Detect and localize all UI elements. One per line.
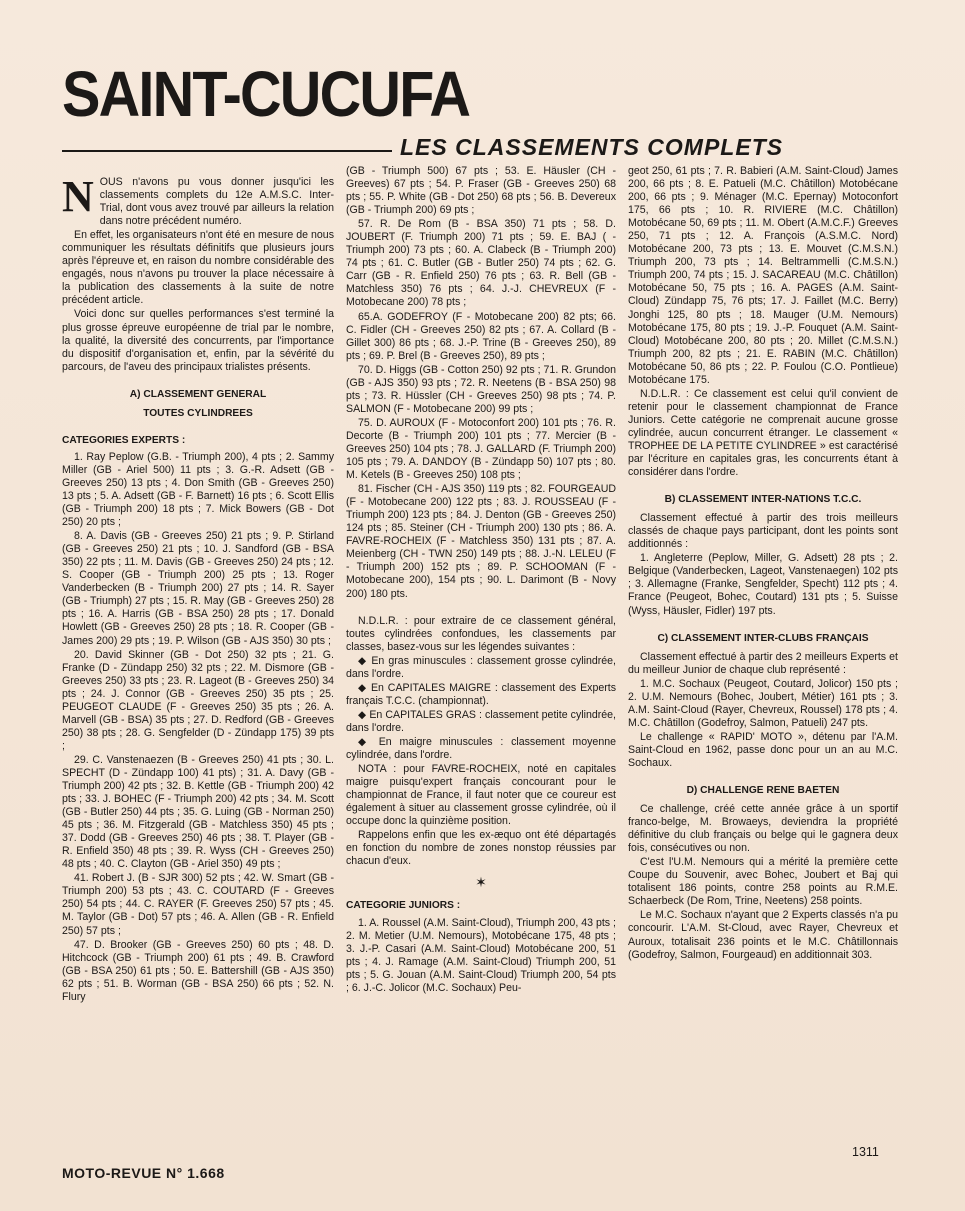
category-experts-heading: CATEGORIES EXPERTS : [62,434,186,446]
magazine-footer: MOTO-REVUE N° 1.668 [62,1165,225,1181]
column-2 [346,165,616,996]
intro-paragraph: OUS n'avons pu vous donner jusqu'ici les classements complets du 12e A.M.S.C. Inter-Trial, dont vous avez trouvé par ailleurs la relation dans notre précédent numéro. [99,176,334,228]
results-paragraph: 29. C. Vanstenaezen (B - Greeves 250) 41 pts ; 30. L. SPECHT (D - Zündapp 100) 41 pts) ; 31. A. Davy (GB - Triumph 200) 42 pts ; 32. B. Kettle (GB - Triumph 200) 42 pts ; 33. J. BOHEC (F - Triumph 200) 42 pts ; 34. M. Scott (GB - Butler 250) 44 pts ; 35. G. Luing (GB - Norman 250) 45 pts ; 36. M. Fitzgerald (GB - Matchless 350) 45 pts ; 37. Dodd (GB - Greeves 250) 46 pts ; 38. T. Player (GB - R. Enfield 350) 48 pts ; 39. R. Wyss (CH - Greeves 250) 48 pts ; 40. C. Clayton (GB - Ariel 350) 49 pts ; [62,753,334,871]
nota-paragraph: NOTA : pour FAVRE-ROCHEIX, noté en capitales maigre puisqu'expert français concourant pour le championnat de France, il faut noter que ce coureur est également à situer au classement grosse cylindrée, où il occupe donc la quinzième position. [346,763,616,828]
title-rule [62,150,392,152]
body-paragraph: Le M.C. Sochaux n'ayant que 2 Experts classés n'a pu concourir. L'A.M. St-Cloud, avec Rayer, Chevreux et Auroux, totalisait 236 points et le M.C. Châtillonnais (Godefroy, Salmon, Fourgeaud) en additionnait 303. [628,909,898,961]
section-heading-a: A) CLASSEMENT GENERAL [129,388,267,400]
editor-note: N.D.L.R. : pour extraire de ce classement général, toutes cylindrées confondues, les classements par classes, basez-vous sur les légendes suivantes : [346,614,616,653]
section-heading-b: B) CLASSEMENT INTER-NATIONS T.C.C. [664,494,862,506]
section-heading-c: C) CLASSEMENT INTER-CLUBS FRANÇAIS [657,632,869,644]
category-juniors-heading: CATEGORIE JUNIORS : [346,900,461,912]
results-paragraph: (GB - Triumph 500) 67 pts ; 53. E. Häusler (CH - Greeves) 67 pts ; 54. P. Fraser (GB - Greeves 250) 68 pts ; 55. P. White (GB - Dot 250) 68 pts ; 56. B. Devereux (GB - Triumph 200) 69 pts ; [346,165,616,217]
results-paragraph: 20. David Skinner (GB - Dot 250) 32 pts ; 21. G. Franke (D - Zündapp 250) 32 pts ; 22. M. Dismore (GB - Greeves 250) 33 pts ; 23. R. Lageot (B - Greeves 250) 34 pts ; 24. J. Connor (GB - Greeves 250) 35 pts ; 25. PEUGEOT CLAUDE (F - Greeves 250) 35 pts ; 26. A. Marvell (GB - BSA) 35 pts ; 27. D. Redford (GB - Greeves 250) 38 pts ; 28. G. Sengfelder (D - Zündapp 175) 39 pts ; [62,648,334,752]
column-1 [62,172,334,1005]
legend-item: ◆ En maigre minuscules : classement moyenne cylindrée, dans l'ordre. [346,735,616,762]
results-paragraph: 57. R. De Rom (B - BSA 350) 71 pts ; 58. D. JOUBERT (F. Triumph 200) 71 pts ; 59. E. BAJ ( - Triumph 200) 73 pts ; 60. A. Clabeck (B - Triumph 200) 74 pts ; 61. C. Butler (GB - Butler 250) 74 pts ; 62. G. Carr (GB - R. Enfield 250) 76 pts ; 63. R. Bell (GB - Matchless 350) 76 pts ; 64. J.-J. CHEVREUX (F - Motobecane 200) 78 pts ; [346,218,616,309]
editor-note: N.D.L.R. : Ce classement est celui qu'il convient de retenir pour le classement championnat de France Juniors. Cette catégorie ne comprenait aucune grosse cylindrée, aucun concurrent étranger. Le classement « TROPHEE DE LA PETITE CYLINDREE » est caractérisé par l'écriture en capitales gras, les concurrents étant à considérer dans l'ordre. [628,387,898,479]
results-paragraph: 41. Robert J. (B - SJR 300) 52 pts ; 42. W. Smart (GB - Triumph 200) 53 pts ; 43. C. COUTARD (F - Greeves 250) 54 pts ; 44. C. RAYER (F. Greeves 250) 57 pts ; 45. M. Taylor (GB - Dot) 57 pts ; 46. A. Allen (GB - R. Enfield 250) 57 pts ; [62,872,334,937]
section-heading-d: D) CHALLENGE RENE BAETEN [686,785,840,797]
results-paragraph: 1. Ray Peplow (G.B. - Triumph 200), 4 pts ; 2. Sammy Miller (GB - Ariel 500) 11 pts ; 3. G.-R. Adsett (GB - Greeves 250) 13 pts ; 4. Don Smith (GB - Greeves 250) 13 pts ; 5. A. Adsett (GB - F. Barnett) 16 pts ; 6. Scott Ellis (GB - Triumph 200) 18 pts ; 7. Mick Bowers (GB - Dot 250) 20 pts ; [62,450,334,529]
results-paragraph: 1. M.C. Sochaux (Peugeot, Coutard, Jolicor) 150 pts ; 2. U.M. Nemours (Bohec, Joubert, Métier) 161 pts ; 3. A.M. Saint-Cloud (Rayer, Chevreux, Roussel) 178 pts ; 4. M.C. Châtillon (Godefroy, Salmon, Patueli) 247 pts. [628,677,898,729]
body-paragraph: Classement effectué à partir des 2 meilleurs Experts et du meilleur Junior de chaque club représenté : [628,650,898,676]
results-paragraph: geot 250, 61 pts ; 7. R. Babieri (A.M. Saint-Cloud) James 200, 66 pts ; 8. E. Patueli (M.C. Châtillon) Motobécane 200, 66 pts ; 9. Ménager (M.C. Epernay) Motoconfort 175, 66 pts ; 10. R. RIVIERE (M.C. Châtillon) Motobécane 50, 69 pts ; 11. M. Obert (A.M.C.F.) Greeves 250, 71 pts ; 12. A. François (A.S.M.C. Nord) Motobécane 200, 73 pts ; 13. E. Mouvet (C.M.S.N.) Triumph 200, 73 pts ; 14. Beltrammelli (C.M.S.N.) Triumph 200, 74 pts ; 15. J. SACAREAU (M.C. Châtillon) Motobécane 50, 75 pts ; 16. A. PAGES (A.M. Saint-Cloud) Zündapp 75, 76 pts; 17. J. Faillet (M.C. Berry) Jonghi 125, 80 pts ; 18. Mauger (U.M. Nemours) Motobécane 175, 80 pts ; 19. J.-P. Fouquet (A.M. Saint-Cloud) Motobécane 200, 80 pts ; 20. Millet (C.M.S.N.) Triumph 200, 82 pts ; 21. E. RABIN (M.C. Châtillon) Motobécane 50, 86 pts ; 22. P. Foulou (C.O. Pontlieue) Motobécane 175. [628,165,898,386]
page-number: 1311 [852,1145,879,1159]
legend-item: ◆ En CAPITALES GRAS : classement petite cylindrée, dans l'ordre. [346,708,616,734]
body-paragraph: C'est l'U.M. Nemours qui a mérité la première cette Coupe du Souvenir, avec Bohec, Joubert et Baj qui totalisent 186 points, contre 258 points au R.M.E. Schaerbeck (De Rom, Trine, Neetens) 258 points. [628,856,898,908]
article-subtitle: LES CLASSEMENTS COMPLETS [400,134,784,160]
results-paragraph: 1. Angleterre (Peplow, Miller, G. Adsett) 28 pts ; 2. Belgique (Vanderbecken, Lageot, Vanstenaegen) 102 pts ; 3. Allemagne (Franke, Sengfelder, Specht) 112 pts ; 4. France (Peugeot, Bohec, Coutard) 131 pts ; 5. Suisse (Wyss, Häusler, Fidler) 197 pts. [628,552,898,617]
results-paragraph: 70. D. Higgs (GB - Cotton 250) 92 pts ; 71. R. Grundon (GB - AJS 350) 93 pts ; 72. R. Neetens (B - BSA 250) 98 pts ; 73. R. Hüssler (CH - Greeves 250) 98 pts ; 74. P. SALMON (F - Motobecane 200) 99 pts ; [346,363,616,415]
legend-item: ◆ En CAPITALES MAIGRE : classement des Experts français T.C.C. (championnat). [346,681,616,707]
drop-cap: N [62,172,94,221]
results-paragraph: 1. A. Roussel (A.M. Saint-Cloud), Triumph 200, 43 pts ; 2. M. Metier (U.M. Nemours), Motobécane 175, 48 pts ; 3. J.-P. Casari (A.M. Saint-Cloud) Motobécane 200, 51 pts ; 4. J. Ramage (A.M. Saint-Cloud) Triumph 200, 51 pts ; 5. G. Jouan (A.M. Saint-Cloud) Triumph 200, 54 pts ; 6. J.-C. Jolicor (M.C. Sochaux) Peu- [346,916,616,994]
article-title: SAINT-CUCUFA [62,58,470,130]
separator-star-icon: ✶ [475,874,487,891]
intro-paragraph: En effet, les organisateurs n'ont été en mesure de nous communiquer les résultats définitifs que plusieurs jours après l'épreuve et, en raison du nombre considérable des engagés, nous n'avons pu trouver la place nécessaire à la publication des classements à la suite de notre précédent article. [62,229,334,307]
body-paragraph: Le challenge « RAPID' MOTO », détenu par l'A.M. Saint-Cloud en 1962, passe donc pour un an au M.C. Sochaux. [628,730,898,769]
results-paragraph: 75. D. AUROUX (F - Motoconfort 200) 101 pts ; 76. R. Decorte (B - Triumph 200) 101 pts ; 77. Mercier (B - Greeves 250) 104 pts ; 78. J. GALLARD (F. Triumph 200) 105 pts ; 79. A. DANDOY (B - Zündapp 50) 107 pts ; 80. M. Ketels (B - Greeves 250) 108 pts ; [346,416,616,482]
column-3 [628,165,898,963]
body-paragraph: Classement effectué à partir des trois meilleurs classés de chaque pays participant, dont les points sont additionnés : [628,512,898,551]
body-paragraph: Ce challenge, créé cette année grâce à un sportif franco-belge, M. Browaeys, deviendra la propriété définitive du club français ou belge qui le gagnera deux fois, consécutives ou non. [628,803,898,855]
section-subheading-a: TOUTES CYLINDREES [143,407,253,419]
intro-paragraph: Voici donc sur quelles performances s'est terminé la plus grosse épreuve européenne de trial par le nombre, la qualité, la diversité des concurrents, par l'importance du dispositif d'organisation et, enfin, par la sévérité du parcours, de l'aveu des principaux trialistes présents. [62,308,334,373]
results-paragraph: 47. D. Brooker (GB - Greeves 250) 60 pts ; 48. D. Hitchcock (GB - Triumph 200) 61 pts ; 49. B. Crawford (GB - BSA 250) 61 pts ; 50. E. Battershill (GB - AJS 350) 62 pts ; 51. B. Worman (GB - BSA 250) 66 pts ; 52. N. Flury [62,938,334,1003]
results-paragraph: 65.A. GODEFROY (F - Motobecane 200) 82 pts; 66. C. Fidler (CH - Greeves 250) 82 pts ; 67. A. Collard (B - Gillet 300) 86 pts ; 68. J.-P. Trine (B - Greeves 250), 89 pts ; 69. P. Brel (B - Greeves 250), 89 pts ; [346,310,616,362]
results-paragraph: 81. Fischer (CH - AJS 350) 119 pts ; 82. FOURGEAUD (F - Motobecane 200) 122 pts ; 83. J. ROUSSEAU (F - Triumph 200) 123 pts ; 84. J. Denton (GB - Greeves 250) 124 pts ; 85. Steiner (CH - Triumph 200) 130 pts ; 86. A. FAVRE-ROCHEIX (F - Matchless 350) 131 pts ; 87. A. Meienberg (CH - TWN 250) 149 pts ; 88. J.-N. LELEU (F - Triumph 200) 152 pts ; 89. P. SCHOOMAN (F - Motobecane 200), 154 pts ; 90. L. Darimont (B - Novy 200) 180 pts. [346,483,616,600]
note-paragraph: Rappelons enfin que les ex-æquo ont été départagés en fonction du nombre de zones nonstop réussies par chacun d'eux. [346,829,616,868]
results-paragraph: 8. A. Davis (GB - Greeves 250) 21 pts ; 9. P. Stirland (GB - Greeves 250) 21 pts ; 10. J. Sandford (GB - BSA 350) 22 pts ; 11. M. Davis (GB - Greeves 250) 24 pts ; 12. S. Cooper (GB - Triumph 200) 25 pts ; 13. Roger Vanderbecken (B - Triumph 200) 27 pts ; 14. R. Sayer (GB - Triumph) 27 pts ; 15. R. May (GB - Greeves 250) 28 pts ; 16. A. Harris (GB - BSA 250) 28 pts ; 17. Donald Howlett (GB - Greeves 250) 28 pts ; 18. R. Cooper (GB - James 200) 29 pts ; 19. P. Wilson (GB - AJS 350) 30 pts ; [62,530,334,647]
legend-item: ◆ En gras minuscules : classement grosse cylindrée, dans l'ordre. [346,654,616,680]
